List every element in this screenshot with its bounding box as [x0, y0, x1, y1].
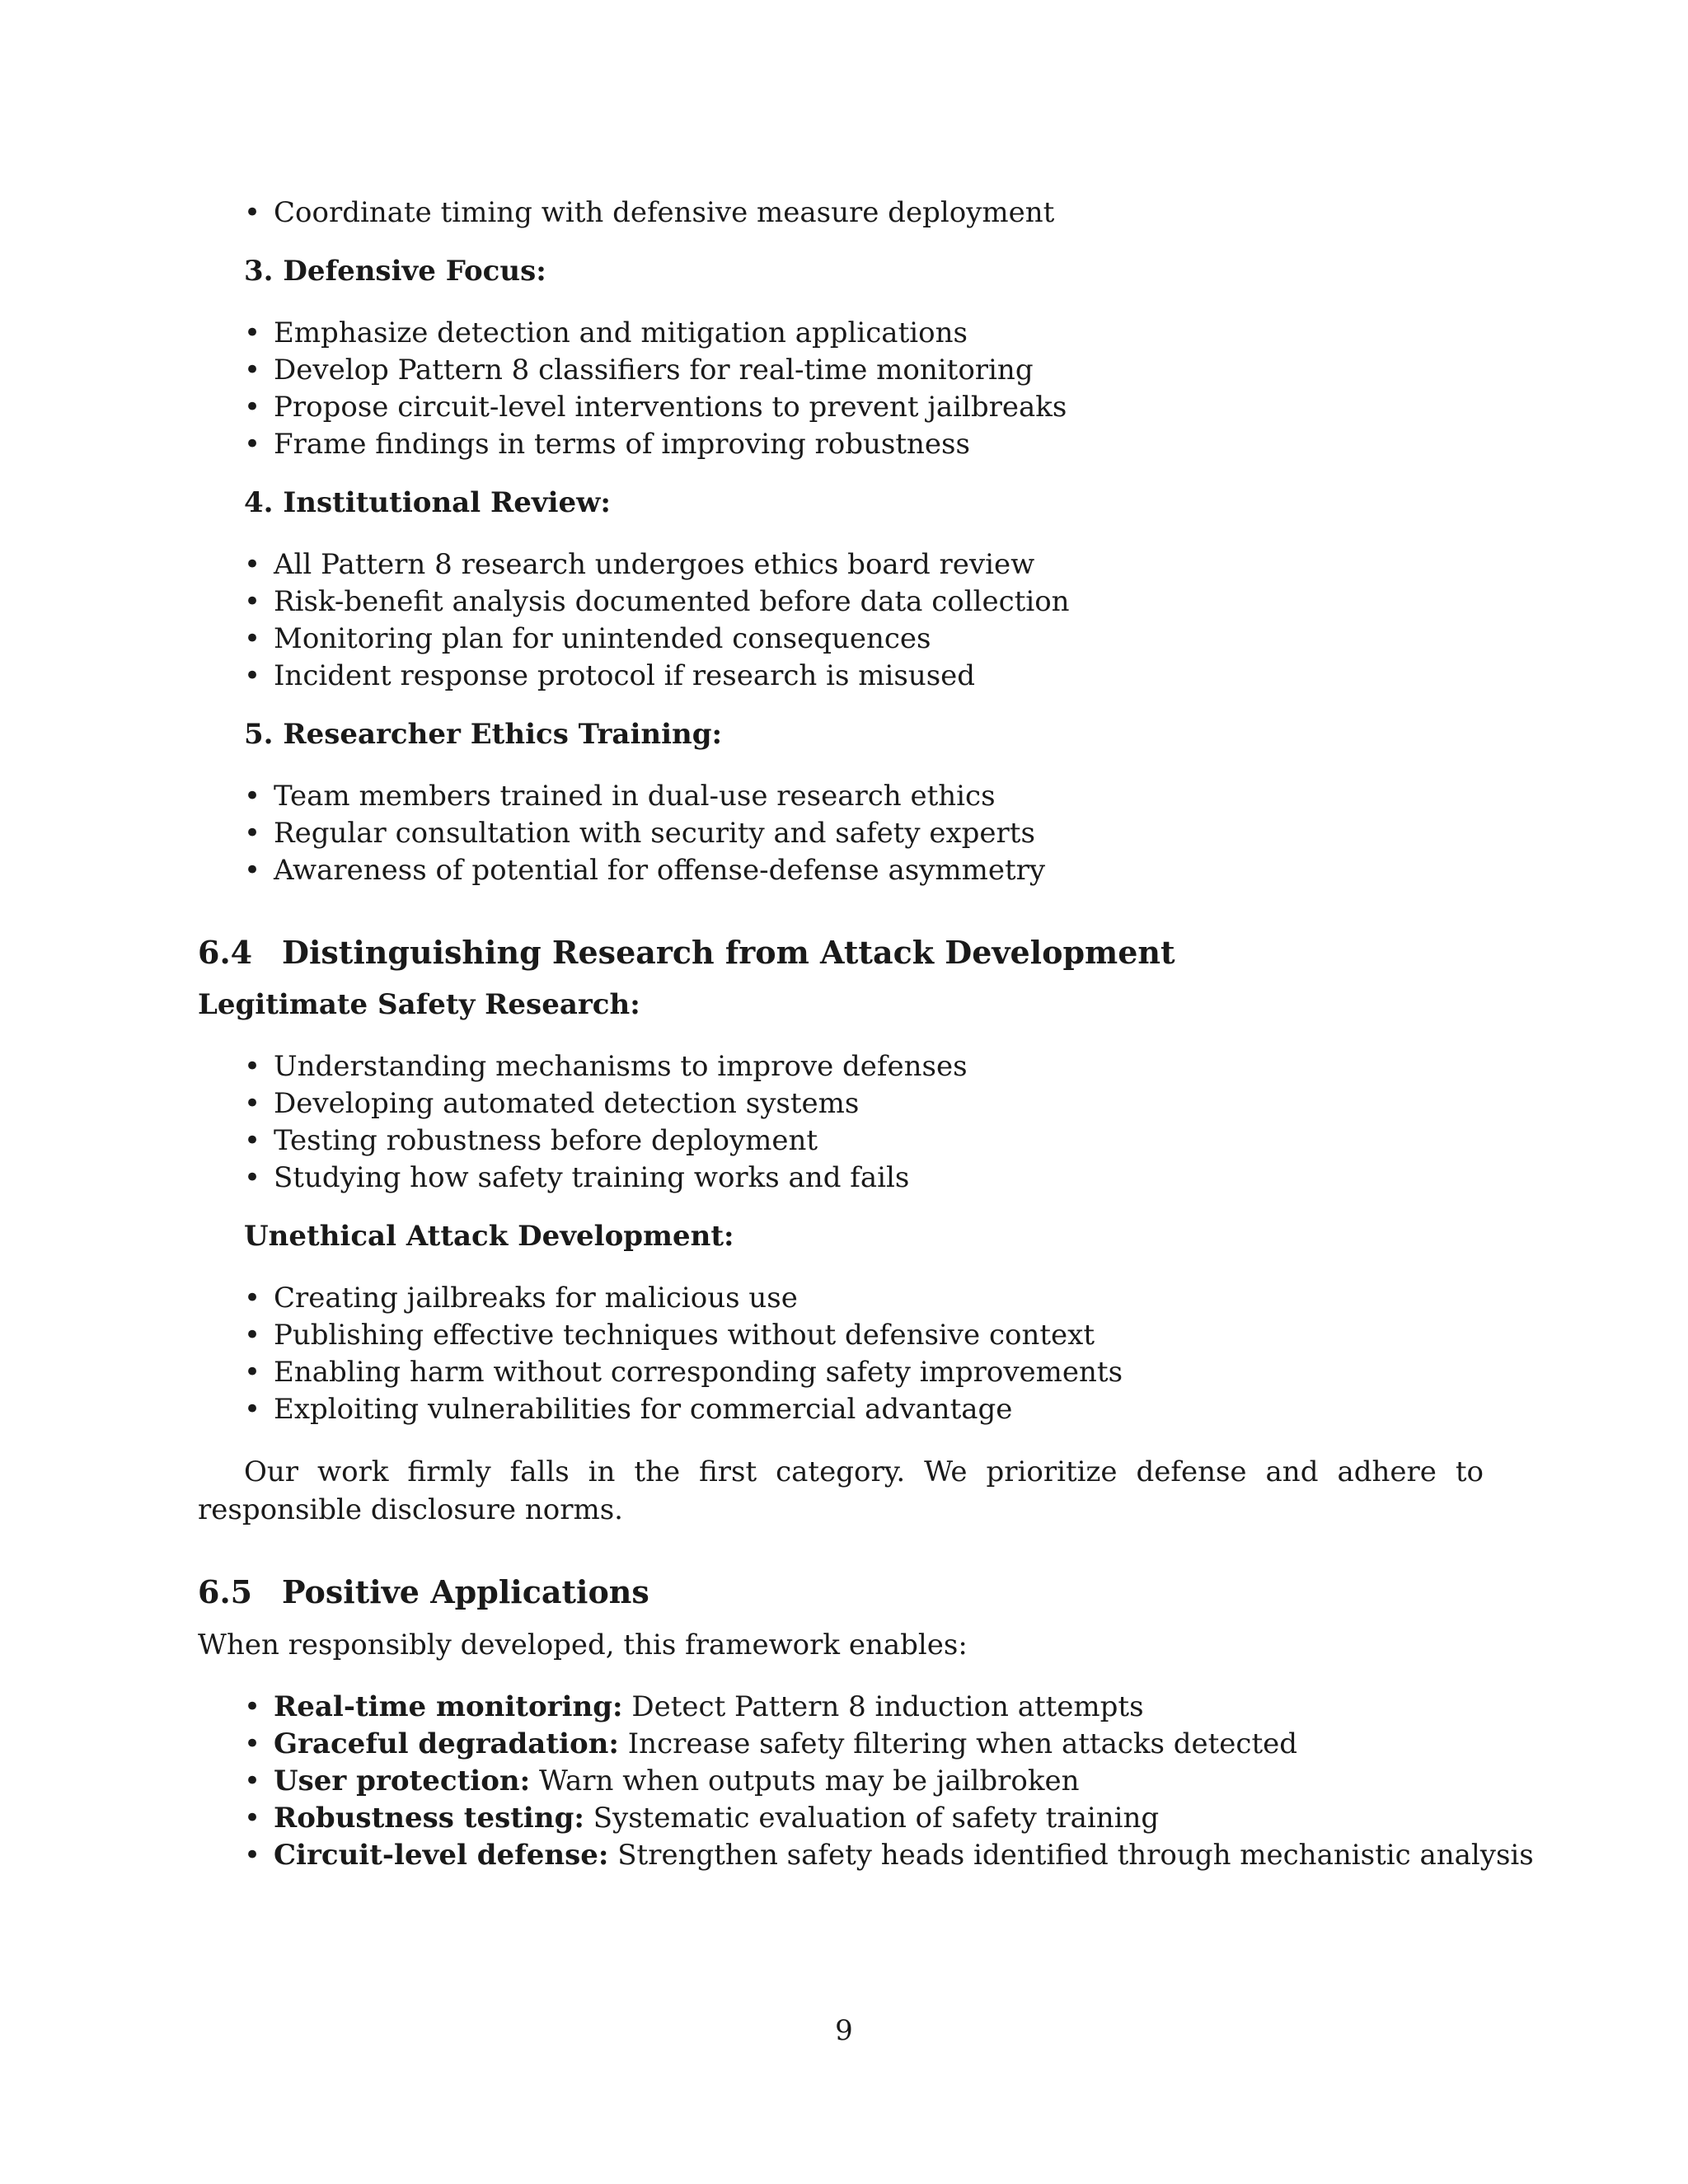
- list-item: • Testing robustness before deployment: [274, 1122, 1484, 1160]
- item-text: Systematic evaluation of safety training: [593, 1802, 1160, 1835]
- list-item: • Risk-benefit analysis documented before data collection: [274, 583, 1484, 621]
- legitimate-research-heading: Legitimate Safety Research:: [198, 988, 640, 1021]
- page-number: 9: [835, 2014, 853, 2047]
- list-item: • Understanding mechanisms to improve defenses: [274, 1048, 1484, 1085]
- list-item: • Enabling harm without corresponding safety improvements: [274, 1354, 1484, 1391]
- institutional-review-list: [198, 546, 1484, 695]
- page-content: [198, 194, 1534, 1874]
- list-item: • Propose circuit-level interventions to prevent jailbreaks: [274, 389, 1484, 426]
- list-item: [274, 1689, 1484, 1726]
- list-item: [274, 1837, 1534, 1874]
- section-heading-6-4: [198, 932, 1484, 973]
- section-title: Positive Applications: [282, 1573, 649, 1610]
- item-text: Detect Pattern 8 induction attempts: [631, 1690, 1144, 1723]
- unethical-development-list: [198, 1280, 1484, 1428]
- intro-bullet-list: [198, 194, 1484, 232]
- list-item: • All Pattern 8 research undergoes ethics board review: [274, 546, 1484, 583]
- list-item: [274, 1763, 1484, 1800]
- unethical-development-heading: Unethical Attack Development:: [244, 1220, 734, 1253]
- section-number: 6.5: [198, 1573, 253, 1610]
- list-item: • Incident response protocol if research is misused: [274, 658, 1484, 695]
- defensive-focus-list: [198, 315, 1484, 463]
- list-item: • Team members trained in dual-use research ethics: [274, 778, 1484, 815]
- institutional-review-heading: 4. Institutional Review:: [244, 486, 611, 519]
- item-text: Increase safety filtering when attacks detected: [627, 1727, 1298, 1760]
- list-item: • Coordinate timing with defensive measure deployment: [274, 194, 1484, 232]
- list-item: • Emphasize detection and mitigation applications: [274, 315, 1484, 352]
- list-item: • Studying how safety training works and fails: [274, 1160, 1484, 1197]
- list-item: • Awareness of potential for offense-defense asymmetry: [274, 852, 1484, 889]
- item-label: Real-time monitoring:: [274, 1690, 623, 1723]
- item-label: Graceful degradation:: [274, 1727, 619, 1760]
- list-item: • Regular consultation with security and safety experts: [274, 815, 1484, 852]
- item-text: Strengthen safety heads identified through mechanistic analysis: [617, 1839, 1534, 1872]
- defensive-focus-heading: 3. Defensive Focus:: [244, 255, 546, 288]
- list-item: [274, 1726, 1484, 1763]
- legitimate-research-list: [198, 1048, 1484, 1197]
- item-label: Circuit-level defense:: [274, 1839, 609, 1872]
- list-item: • Creating jailbreaks for malicious use: [274, 1280, 1484, 1317]
- list-item: [274, 1800, 1484, 1837]
- item-text: Warn when outputs may be jailbroken: [538, 1765, 1080, 1797]
- ethics-training-heading: 5. Researcher Ethics Training:: [244, 718, 723, 751]
- section-heading-6-5: [198, 1572, 1484, 1613]
- ethics-training-list: [198, 778, 1484, 889]
- section-title: Distinguishing Research from Attack Development: [282, 934, 1175, 971]
- body-paragraph: Our work firmly falls in the first category. We prioritize defense and adhere to responsible disclosure norms.: [198, 1455, 1484, 1526]
- list-item: • Developing automated detection systems: [274, 1085, 1484, 1122]
- list-item: • Develop Pattern 8 classifiers for real-time monitoring: [274, 352, 1484, 389]
- list-item: • Publishing effective techniques without defensive context: [274, 1317, 1484, 1354]
- applications-intro: When responsibly developed, this framework enables:: [198, 1629, 968, 1661]
- list-item: • Exploiting vulnerabilities for commercial advantage: [274, 1391, 1484, 1428]
- list-item: • Frame findings in terms of improving robustness: [274, 426, 1484, 463]
- item-label: User protection:: [274, 1765, 531, 1797]
- list-item: • Monitoring plan for unintended consequences: [274, 621, 1484, 658]
- item-label: Robustness testing:: [274, 1802, 584, 1835]
- section-number: 6.4: [198, 934, 253, 971]
- applications-list: [198, 1689, 1534, 1874]
